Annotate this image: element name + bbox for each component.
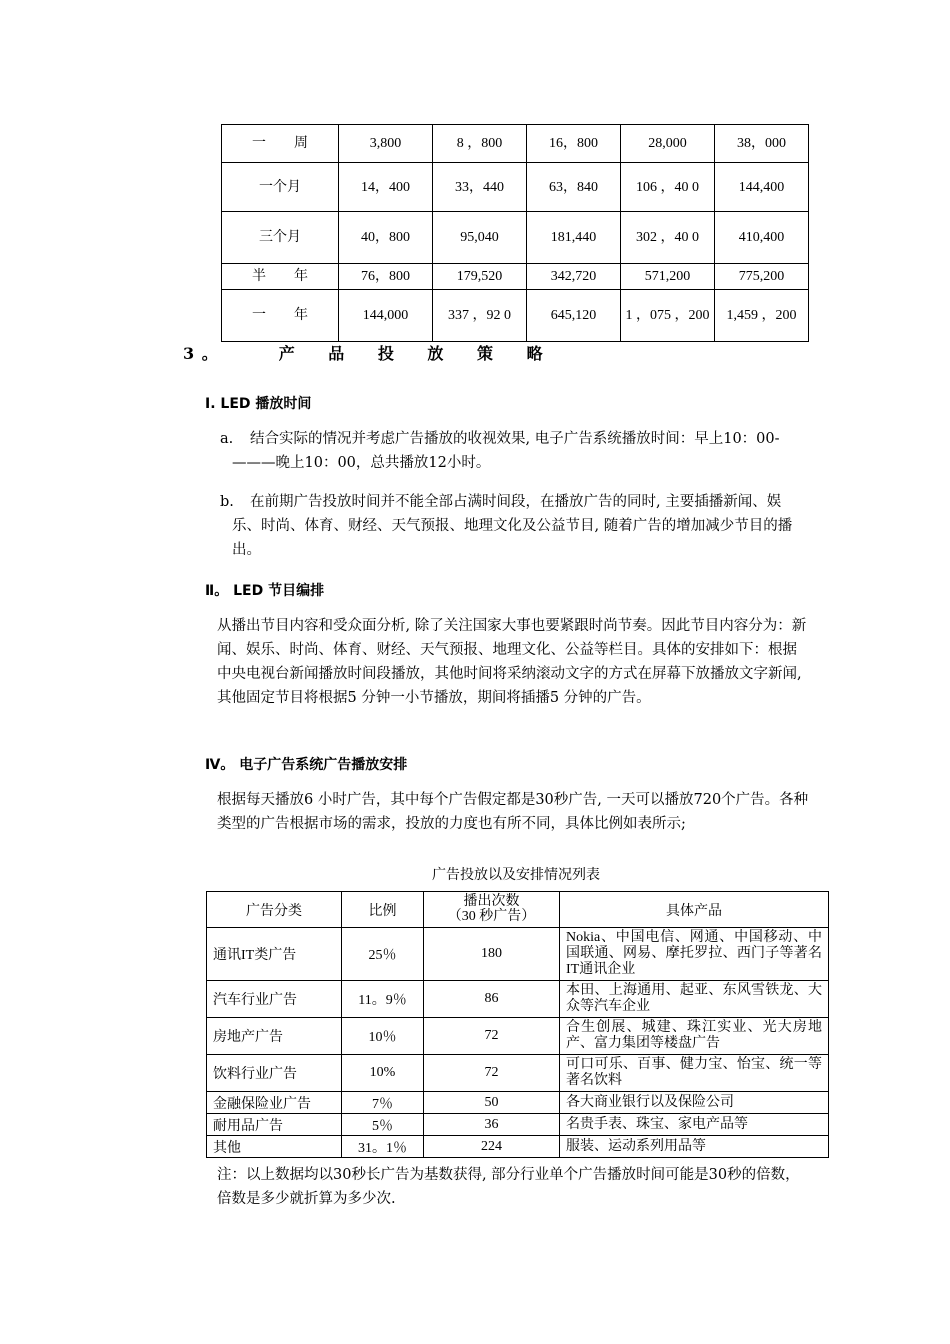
cell-ratio: 25％ xyxy=(342,928,424,981)
table-row xyxy=(222,264,809,290)
price-cell: 8 ，800 xyxy=(433,125,527,163)
section-heading xyxy=(183,341,557,364)
price-cell: 38，000 xyxy=(715,125,809,163)
cell-ratio: 7％ xyxy=(342,1092,424,1114)
cell-category: 其他 xyxy=(207,1136,342,1158)
header-ratio: 比例 xyxy=(342,892,424,928)
price-cell: 63，840 xyxy=(527,163,621,212)
price-cell: 1 ，075 ，200 xyxy=(621,290,715,342)
cell-products: 服装、运动系列用品等 xyxy=(560,1136,829,1158)
header-products: 具体产品 xyxy=(560,892,829,928)
table-row xyxy=(207,1136,829,1158)
list-item-a xyxy=(220,427,810,475)
cell-ratio: 10％ xyxy=(342,1018,424,1055)
price-cell: 28,000 xyxy=(621,125,715,163)
ad-table xyxy=(206,891,829,1158)
item-marker: b. xyxy=(220,494,234,510)
price-cell: 410,400 xyxy=(715,212,809,264)
cell-category: 房地产广告 xyxy=(207,1018,342,1055)
price-cell: 337 ，92 0 xyxy=(433,290,527,342)
table-row xyxy=(222,290,809,342)
price-cell: 33，440 xyxy=(433,163,527,212)
cell-products: 各大商业银行以及保险公司 xyxy=(560,1092,829,1114)
cell-ratio: 5％ xyxy=(342,1114,424,1136)
cell-category: 通讯IT类广告 xyxy=(207,928,342,981)
row-label: 一 年 xyxy=(222,290,339,342)
price-cell: 179,520 xyxy=(433,264,527,290)
cell-products: 合生创展、城建、珠江实业、光大房地产、富力集团等楼盘广告 xyxy=(560,1018,829,1055)
price-cell: 645,120 xyxy=(527,290,621,342)
cell-products: Nokia、中国电信、网通、中国移动、中国联通、网易、摩托罗拉、西门子等著名IT通讯企业 xyxy=(560,928,829,981)
cell-count: 86 xyxy=(424,981,560,1018)
price-cell: 302 ，40 0 xyxy=(621,212,715,264)
cell-count: 50 xyxy=(424,1092,560,1114)
price-cell: 181,440 xyxy=(527,212,621,264)
price-cell: 342,720 xyxy=(527,264,621,290)
price-cell: 95,040 xyxy=(433,212,527,264)
price-cell: 144,000 xyxy=(339,290,433,342)
cell-count: 180 xyxy=(424,928,560,981)
cell-count: 36 xyxy=(424,1114,560,1136)
row-label: 一 周 xyxy=(222,125,339,163)
item-marker: a. xyxy=(220,431,234,447)
price-cell: 775,200 xyxy=(715,264,809,290)
row-label: 一个月 xyxy=(222,163,339,212)
table-row xyxy=(207,1114,829,1136)
row-label: 半 年 xyxy=(222,264,339,290)
list-item-b xyxy=(220,490,810,562)
subheading-ad-schedule: Ⅳ。 电子广告系统广告播放安排 xyxy=(205,757,408,773)
row-label: 三个月 xyxy=(222,212,339,264)
cell-count: 224 xyxy=(424,1136,560,1158)
price-cell: 106 ，40 0 xyxy=(621,163,715,212)
section-number: 3 。 xyxy=(183,344,219,363)
table-row xyxy=(207,1092,829,1114)
table-caption: 广告投放以及安排情况列表 xyxy=(432,867,600,883)
table-row xyxy=(222,212,809,264)
header-category: 广告分类 xyxy=(207,892,342,928)
program-paragraph: 从播出节目内容和受众面分析, 除了关注国家大事也要紧跟时尚节奏。因此节目内容分为：新闻、娱乐、时尚、体育、财经、天气预报、地理文化、公益等栏目。具体的安排如下：根据中央电视台新闻播放时间段播放，其他时间将采纳滚动文字的方式在屏幕下放播放文字新闻, 其他固定节目将根据5 分钟一小节播放，期间将插播5 分钟的广告。 xyxy=(217,618,807,706)
cell-ratio: 10% xyxy=(342,1055,424,1092)
cell-products: 本田、上海通用、起亚、东风雪铁龙、大众等汽车企业 xyxy=(560,981,829,1018)
price-table xyxy=(221,124,809,342)
header-count xyxy=(424,892,560,928)
table-row xyxy=(207,981,829,1018)
cell-count: 72 xyxy=(424,1055,560,1092)
table-row xyxy=(207,928,829,981)
cell-category: 汽车行业广告 xyxy=(207,981,342,1018)
footnote: 注：以上数据均以30秒长广告为基数获得, 部分行业单个广告播放时间可能是30秒的倍数，倍数是多少就折算为多少次. xyxy=(217,1167,800,1207)
price-cell: 144,400 xyxy=(715,163,809,212)
cell-category: 耐用品广告 xyxy=(207,1114,342,1136)
table-row xyxy=(207,1018,829,1055)
price-cell: 14，400 xyxy=(339,163,433,212)
ad-schedule-paragraph: 根据每天播放6 小时广告，其中每个广告假定都是30秒广告, 一天可以播放720个广告。各种类型的广告根据市场的需求，投放的力度也有所不同，具体比例如表所示; xyxy=(217,792,809,832)
cell-ratio: 11。9％ xyxy=(342,981,424,1018)
cell-category: 金融保险业广告 xyxy=(207,1092,342,1114)
header-count-line2: （30 秒广告） xyxy=(447,909,536,924)
subheading-led-program: Ⅱ。 LED 节目编排 xyxy=(205,583,325,599)
cell-count: 72 xyxy=(424,1018,560,1055)
cell-ratio: 31。1％ xyxy=(342,1136,424,1158)
price-cell: 3,800 xyxy=(339,125,433,163)
table-row xyxy=(222,125,809,163)
cell-products: 名贵手表、珠宝、家电产品等 xyxy=(560,1114,829,1136)
table-row xyxy=(207,1055,829,1092)
cell-products: 可口可乐、百事、健力宝、怡宝、统一等著名饮料 xyxy=(560,1055,829,1092)
price-cell: 40，800 xyxy=(339,212,433,264)
section-title: 产 品 投 放 策 略 xyxy=(278,344,557,363)
item-text: 结合实际的情况并考虑广告播放的收视效果, 电子广告系统播放时间：早上10：00-———晚上10：00，总共播放12小时。 xyxy=(232,431,780,471)
price-cell: 1,459 ，200 xyxy=(715,290,809,342)
table-row xyxy=(222,163,809,212)
header-count-line1: 播出次数 xyxy=(463,894,520,909)
item-text: 在前期广告投放时间并不能全部占满时间段，在播放广告的同时, 主要插播新闻、娱乐、时尚、体育、财经、天气预报、地理文化及公益节目, 随着广告的增加减少节目的播出。 xyxy=(232,494,793,558)
subheading-led-time: Ⅰ. LED 播放时间 xyxy=(205,396,312,412)
table-header-row xyxy=(207,892,829,928)
price-cell: 76，800 xyxy=(339,264,433,290)
price-cell: 16，800 xyxy=(527,125,621,163)
cell-category: 饮料行业广告 xyxy=(207,1055,342,1092)
price-cell: 571,200 xyxy=(621,264,715,290)
